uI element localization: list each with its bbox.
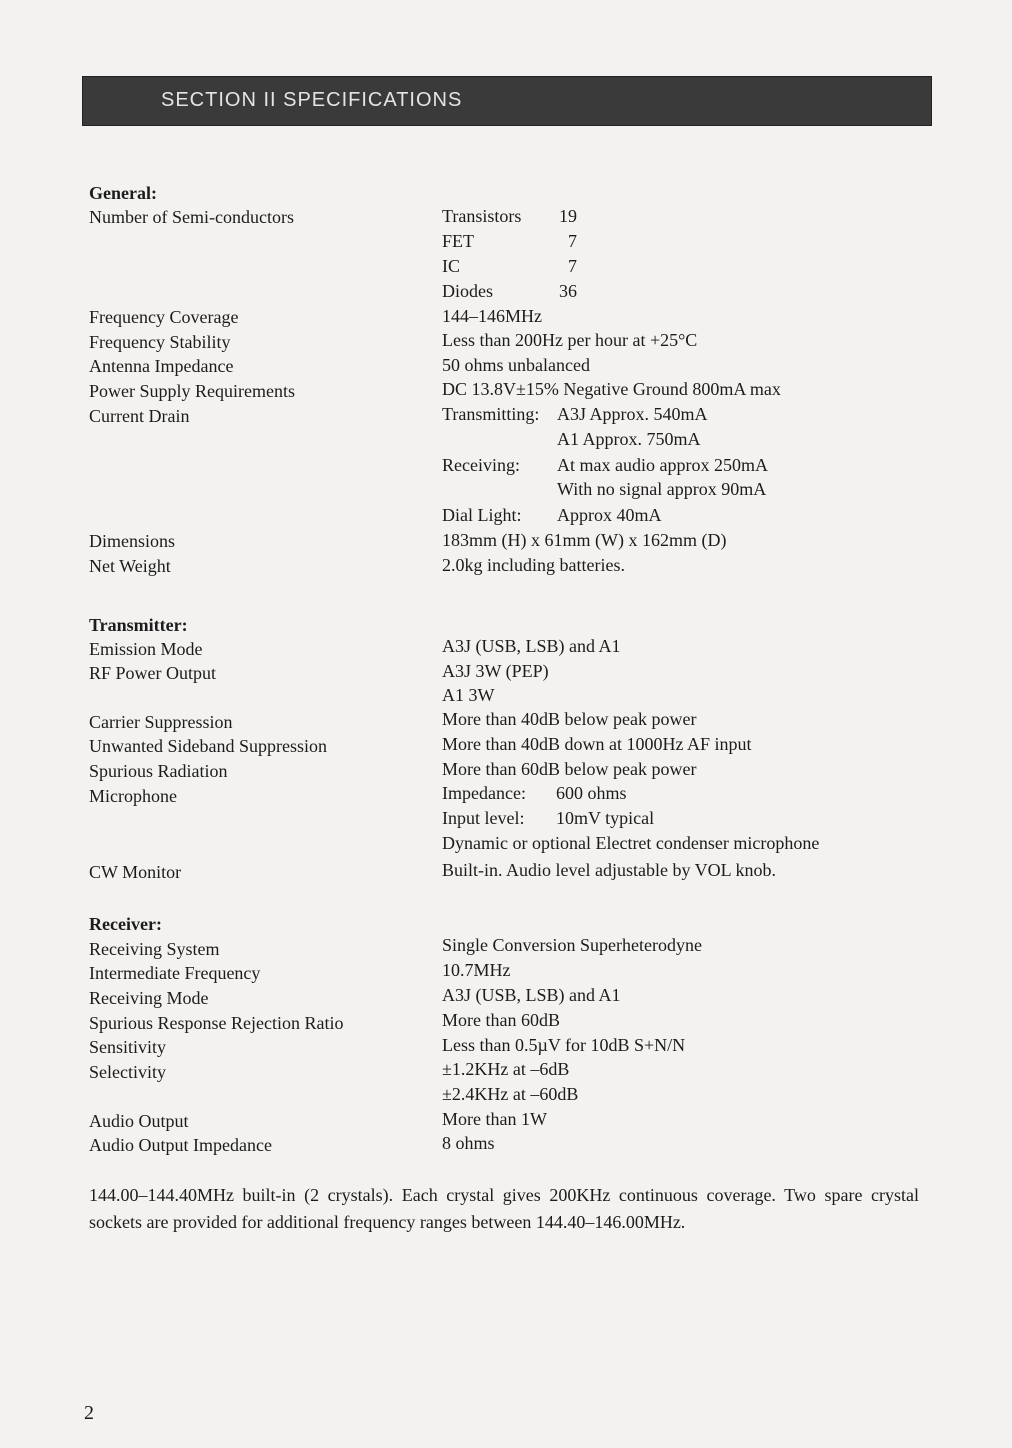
emission-value: A3J (USB, LSB) and A1 bbox=[442, 636, 621, 656]
microphone-label: Microphone bbox=[89, 786, 177, 806]
receiver-heading: Receiver: bbox=[89, 914, 162, 934]
audio-output-value: More than 1W bbox=[442, 1109, 547, 1129]
general-heading: General: bbox=[89, 183, 157, 203]
semiconductors-label: Number of Semi-conductors bbox=[89, 207, 294, 227]
mic-impedance-prefix: Impedance: bbox=[442, 783, 526, 803]
rf-power-a1: A1 3W bbox=[442, 685, 495, 705]
spec-label: Intermediate Frequency bbox=[89, 963, 261, 983]
section-banner bbox=[82, 76, 932, 126]
cw-monitor-label: CW Monitor bbox=[89, 862, 182, 882]
transmitting-a3j: A3J Approx. 540mA bbox=[557, 404, 708, 424]
spec-value: 50 ohms unbalanced bbox=[442, 355, 590, 375]
receiving-max: At max audio approx 250mA bbox=[557, 455, 768, 475]
spec-label: Power Supply Requirements bbox=[89, 381, 295, 401]
audio-output-label: Audio Output bbox=[89, 1111, 189, 1131]
weight-value: 2.0kg including batteries. bbox=[442, 555, 625, 575]
mic-input-prefix: Input level: bbox=[442, 808, 525, 828]
page-number: 2 bbox=[84, 1402, 94, 1424]
semiconductor-count: 7 bbox=[568, 231, 577, 251]
dimensions-label: Dimensions bbox=[89, 531, 176, 551]
mic-impedance-value: 600 ohms bbox=[556, 783, 627, 803]
selectivity-value-6db: ±1.2KHz at –6dB bbox=[442, 1059, 570, 1079]
semiconductor-name: Transistors bbox=[442, 206, 522, 226]
spurious-label: Spurious Radiation bbox=[89, 761, 228, 781]
weight-label: Net Weight bbox=[89, 556, 171, 576]
spec-value: DC 13.8V±15% Negative Ground 800mA max bbox=[442, 379, 781, 399]
sideband-label: Unwanted Sideband Suppression bbox=[89, 736, 327, 756]
spec-label: Receiving System bbox=[89, 939, 220, 959]
dial-light-prefix: Dial Light: bbox=[442, 505, 522, 525]
spec-value: Less than 0.5µV for 10dB S+N/N bbox=[442, 1035, 686, 1055]
spec-value: Less than 200Hz per hour at +25°C bbox=[442, 330, 698, 350]
spec-value: 10.7MHz bbox=[442, 960, 511, 980]
semiconductor-name: IC bbox=[442, 256, 460, 276]
semiconductor-name: Diodes bbox=[442, 281, 493, 301]
rf-power-label: RF Power Output bbox=[89, 663, 217, 683]
transmitter-heading: Transmitter: bbox=[89, 615, 188, 635]
spec-value: More than 60dB bbox=[442, 1010, 560, 1030]
receiving-prefix: Receiving: bbox=[442, 455, 520, 475]
transmitting-prefix: Transmitting: bbox=[442, 404, 540, 424]
semiconductor-count: 7 bbox=[568, 256, 577, 276]
current-drain-label: Current Drain bbox=[89, 406, 190, 426]
spec-value: A3J (USB, LSB) and A1 bbox=[442, 985, 621, 1005]
spec-label: Frequency Coverage bbox=[89, 307, 239, 327]
crystal-footnote: 144.00–144.40MHz built-in (2 crystals). Each crystal gives 200KHz continuous coverage. Two spare crystal sockets are provided for additional frequency ranges between 144.40–146.00MHz. bbox=[89, 1185, 919, 1232]
audio-impedance-value: 8 ohms bbox=[442, 1133, 495, 1153]
selectivity-value-60db: ±2.4KHz at –60dB bbox=[442, 1084, 579, 1104]
mic-type-value: Dynamic or optional Electret condenser microphone bbox=[442, 833, 820, 853]
emission-label: Emission Mode bbox=[89, 639, 203, 659]
mic-input-value: 10mV typical bbox=[556, 808, 655, 828]
semiconductor-name: FET bbox=[442, 231, 475, 251]
spec-value: 144–146MHz bbox=[442, 306, 542, 326]
dial-light-value: Approx 40mA bbox=[557, 505, 662, 525]
cw-monitor-value: Built-in. Audio level adjustable by VOL knob. bbox=[442, 860, 776, 880]
transmitting-a1: A1 Approx. 750mA bbox=[557, 429, 701, 449]
semiconductor-count: 36 bbox=[559, 281, 577, 301]
dimensions-value: 183mm (H) x 61mm (W) x 162mm (D) bbox=[442, 530, 727, 550]
spec-value: Single Conversion Superheterodyne bbox=[442, 935, 702, 955]
carrier-value: More than 40dB below peak power bbox=[442, 709, 697, 729]
spec-label: Sensitivity bbox=[89, 1037, 167, 1057]
rf-power-a3j: A3J 3W (PEP) bbox=[442, 661, 549, 681]
spec-label: Frequency Stability bbox=[89, 332, 231, 352]
semiconductor-count: 19 bbox=[559, 206, 577, 226]
sideband-value: More than 40dB down at 1000Hz AF input bbox=[442, 734, 752, 754]
audio-impedance-label: Audio Output Impedance bbox=[89, 1135, 272, 1155]
section-title: SECTION II SPECIFICATIONS bbox=[161, 89, 463, 111]
spec-label: Antenna Impedance bbox=[89, 356, 234, 376]
spurious-value: More than 60dB below peak power bbox=[442, 759, 697, 779]
receiving-nosignal: With no signal approx 90mA bbox=[557, 479, 767, 499]
selectivity-label: Selectivity bbox=[89, 1062, 166, 1082]
spec-label: Spurious Response Rejection Ratio bbox=[89, 1013, 344, 1033]
carrier-label: Carrier Suppression bbox=[89, 712, 233, 732]
spec-label: Receiving Mode bbox=[89, 988, 209, 1008]
